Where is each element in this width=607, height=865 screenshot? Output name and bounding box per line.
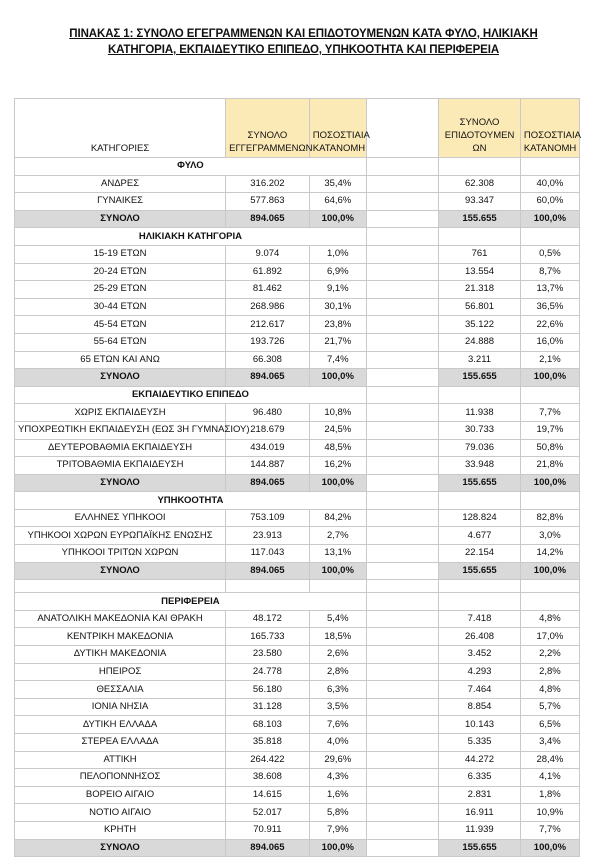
section-blank-cell [439,593,521,611]
cell-registered: 577.863 [226,193,310,211]
cell-subsidized-percent: 5,7% [520,698,579,716]
cell-registered-percent: 100,0% [309,474,366,492]
cell-subsidized-percent: 100,0% [520,210,579,228]
table-row [15,681,580,699]
cell-category: ΑΤΤΙΚΗ [15,751,226,769]
cell-subsidized: 2.831 [439,786,521,804]
table-row [15,439,580,457]
cell-category: ΥΠΗΚΟΟΙ ΤΡΙΤΩΝ ΧΩΡΩΝ [15,545,226,563]
cell-subsidized: 56.801 [439,298,521,316]
cell-subsidized: 21.318 [439,281,521,299]
cell-subsidized-percent: 3,0% [520,527,579,545]
cell-subsidized-percent: 22,6% [520,316,579,334]
header-row [15,99,580,158]
cell-subsidized: 35.122 [439,316,521,334]
cell-registered: 193.726 [226,333,310,351]
section-blank-cell [439,386,521,404]
spacer-row [15,580,580,593]
table-row [15,509,580,527]
table-row [15,333,580,351]
cell-blank-column [366,821,438,839]
table-row [15,545,580,563]
cell-category: 15-19 ΕΤΩΝ [15,245,226,263]
header-blank-column [366,99,438,158]
cell-registered: 52.017 [226,804,310,822]
cell-subsidized-percent: 13,7% [520,281,579,299]
cell-blank-column [366,646,438,664]
cell-registered: 264.422 [226,751,310,769]
cell-registered: 38.608 [226,769,310,787]
total-row [15,562,580,580]
cell-registered-percent: 100,0% [309,369,366,387]
table-row [15,421,580,439]
cell-subsidized: 7.464 [439,681,521,699]
cell-category: ΣΥΝΟΛΟ [15,369,226,387]
section-blank-cell [520,593,579,611]
cell-registered: 212.617 [226,316,310,334]
cell-blank-column [366,734,438,752]
header-registered: ΣΥΝΟΛΟ ΕΓΓΕΓΡΑΜΜΕΝΩΝ [226,99,310,158]
section-title: ΠΕΡΙΦΕΡΕΙΑ [15,593,367,611]
cell-subsidized: 155.655 [439,210,521,228]
cell-subsidized-percent: 60,0% [520,193,579,211]
cell-subsidized: 24.888 [439,333,521,351]
section-header-row [15,158,580,176]
cell-subsidized-percent: 4,8% [520,610,579,628]
cell-registered: 14.615 [226,786,310,804]
header-subsidized-percent: ΠΟΣΟΣΤΙΑΙΑ ΚΑΤΑΝΟΜΗ [520,99,579,158]
table-row [15,457,580,475]
table-row [15,804,580,822]
section-blank-cell [520,158,579,176]
spacer-cell [15,580,226,593]
cell-subsidized: 8.854 [439,698,521,716]
cell-registered: 81.462 [226,281,310,299]
cell-subsidized: 761 [439,245,521,263]
cell-registered-percent: 5,8% [309,804,366,822]
cell-category: 55-64 ΕΤΩΝ [15,333,226,351]
cell-registered: 48.172 [226,610,310,628]
cell-blank-column [366,786,438,804]
cell-blank-column [366,562,438,580]
cell-blank-column [366,663,438,681]
cell-subsidized: 62.308 [439,175,521,193]
cell-subsidized-percent: 14,2% [520,545,579,563]
cell-subsidized-percent: 4,1% [520,769,579,787]
cell-category: ΕΛΛΗΝΕΣ ΥΠΗΚΟΟΙ [15,509,226,527]
cell-registered-percent: 4,3% [309,769,366,787]
cell-registered-percent: 16,2% [309,457,366,475]
table-row [15,281,580,299]
cell-registered: 68.103 [226,716,310,734]
cell-subsidized-percent: 3,4% [520,734,579,752]
cell-registered-percent: 18,5% [309,628,366,646]
cell-category: ΚΕΝΤΡΙΚΗ ΜΑΚΕΔΟΝΙΑ [15,628,226,646]
cell-registered: 218.679 [226,421,310,439]
table-row [15,193,580,211]
spacer-cell [366,580,438,593]
section-header-row [15,228,580,246]
header-subsidized: ΣΥΝΟΛΟ ΕΠΙΔΟΤΟΥΜΕΝ ΩΝ [439,99,521,158]
cell-category: ΣΥΝΟΛΟ [15,210,226,228]
cell-subsidized-percent: 82,8% [520,509,579,527]
cell-blank-column [366,751,438,769]
cell-registered-percent: 2,6% [309,646,366,664]
cell-category: ΙΟΝΙΑ ΝΗΣΙΑ [15,698,226,716]
spacer-cell [439,580,521,593]
cell-blank-column [366,628,438,646]
cell-blank-column [366,404,438,422]
cell-registered-percent: 23,8% [309,316,366,334]
cell-subsidized-percent: 100,0% [520,562,579,580]
section-blank-cell [520,228,579,246]
cell-registered: 894.065 [226,474,310,492]
cell-registered-percent: 1,6% [309,786,366,804]
cell-category: 25-29 ΕΤΩΝ [15,281,226,299]
cell-registered: 144.887 [226,457,310,475]
cell-subsidized-percent: 2,2% [520,646,579,664]
section-blank-cell [439,492,521,510]
cell-registered-percent: 84,2% [309,509,366,527]
cell-registered: 117.043 [226,545,310,563]
cell-registered-percent: 5,4% [309,610,366,628]
cell-blank-column [366,175,438,193]
section-blank-cell [366,158,438,176]
cell-registered-percent: 7,9% [309,821,366,839]
cell-category: ΓΥΝΑΙΚΕΣ [15,193,226,211]
cell-blank-column [366,263,438,281]
cell-subsidized-percent: 1,8% [520,786,579,804]
cell-registered-percent: 48,5% [309,439,366,457]
spacer-cell [520,580,579,593]
cell-subsidized-percent: 50,8% [520,439,579,457]
table-row [15,628,580,646]
cell-subsidized-percent: 40,0% [520,175,579,193]
cell-registered-percent: 7,4% [309,351,366,369]
cell-subsidized-percent: 36,5% [520,298,579,316]
cell-registered: 316.202 [226,175,310,193]
section-title: ΕΚΠΑΙΔΕΥΤΙΚΟ ΕΠΙΠΕΔΟ [15,386,367,404]
section-blank-cell [439,158,521,176]
cell-subsidized-percent: 10,9% [520,804,579,822]
table-row [15,263,580,281]
cell-registered: 66.308 [226,351,310,369]
cell-registered-percent: 30,1% [309,298,366,316]
cell-subsidized-percent: 28,4% [520,751,579,769]
total-row [15,210,580,228]
statistics-table-body [15,99,580,857]
cell-subsidized: 79.036 [439,439,521,457]
table-title-line-2: ΚΑΤΗΓΟΡΙΑ, ΕΚΠΑΙΔΕΥΤΙΚΟ ΕΠΙΠΕΔΟ, ΥΠΗΚΟΟΤΗΤΑ ΚΑΙ ΠΕΡΙΦΕΡΕΙΑ [107,44,500,56]
header-category: ΚΑΤΗΓΟΡΙΕΣ [15,99,226,158]
cell-registered-percent: 35,4% [309,175,366,193]
section-header-row [15,492,580,510]
cell-subsidized-percent: 100,0% [520,474,579,492]
total-row [15,474,580,492]
cell-subsidized: 155.655 [439,839,521,857]
cell-subsidized: 30.733 [439,421,521,439]
cell-registered-percent: 6,3% [309,681,366,699]
cell-registered-percent: 21,7% [309,333,366,351]
cell-registered-percent: 64,6% [309,193,366,211]
cell-registered: 894.065 [226,562,310,580]
section-title: ΗΛΙΚΙΑΚΗ ΚΑΤΗΓΟΡΙΑ [15,228,367,246]
section-blank-cell [520,492,579,510]
table-row [15,527,580,545]
cell-registered-percent: 2,7% [309,527,366,545]
cell-category: 45-54 ΕΤΩΝ [15,316,226,334]
cell-category: ΣΥΝΟΛΟ [15,839,226,857]
cell-category: ΔΕΥΤΕΡΟΒΑΘΜΙΑ ΕΚΠΑΙΔΕΥΣΗ [15,439,226,457]
cell-subsidized: 33.948 [439,457,521,475]
cell-subsidized: 155.655 [439,562,521,580]
cell-registered: 31.128 [226,698,310,716]
cell-registered-percent: 10,8% [309,404,366,422]
cell-category: ΧΩΡΙΣ ΕΚΠΑΙΔΕΥΣΗ [15,404,226,422]
cell-subsidized-percent: 7,7% [520,404,579,422]
cell-registered: 61.892 [226,263,310,281]
cell-registered: 9.074 [226,245,310,263]
header-registered-percent: ΠΟΣΟΣΤΙΑΙΑ ΚΑΤΑΝΟΜΗ [309,99,366,158]
cell-subsidized-percent: 19,7% [520,421,579,439]
cell-subsidized: 10.143 [439,716,521,734]
cell-category: 30-44 ΕΤΩΝ [15,298,226,316]
cell-blank-column [366,545,438,563]
cell-category: ΑΝΑΤΟΛΙΚΗ ΜΑΚΕΔΟΝΙΑ ΚΑΙ ΘΡΑΚΗ [15,610,226,628]
statistics-table [14,98,580,857]
total-row [15,839,580,857]
cell-subsidized: 5.335 [439,734,521,752]
cell-category: ΑΝΔΡΕΣ [15,175,226,193]
cell-category: ΥΠΗΚΟΟΙ ΧΩΡΩΝ ΕΥΡΩΠΑΪΚΗΣ ΕΝΩΣΗΣ [15,527,226,545]
cell-subsidized-percent: 100,0% [520,369,579,387]
cell-subsidized: 13.554 [439,263,521,281]
section-blank-cell [366,386,438,404]
cell-category: ΝΟΤΙΟ ΑΙΓΑΙΟ [15,804,226,822]
cell-registered: 23.913 [226,527,310,545]
cell-category: ΥΠΟΧΡΕΩΤΙΚΗ ΕΚΠΑΙΔΕΥΣΗ (ΕΩΣ 3Η ΓΥΜΝΑΣΙΟΥ) [15,421,226,439]
cell-registered-percent: 100,0% [309,839,366,857]
cell-blank-column [366,210,438,228]
cell-category: ΣΤΕΡΕΑ ΕΛΛΑΔΑ [15,734,226,752]
section-blank-cell [366,492,438,510]
cell-registered-percent: 6,9% [309,263,366,281]
table-row [15,298,580,316]
table-title [0,26,607,58]
cell-blank-column [366,769,438,787]
cell-subsidized: 6.335 [439,769,521,787]
cell-subsidized-percent: 6,5% [520,716,579,734]
table-row [15,821,580,839]
cell-blank-column [366,333,438,351]
cell-registered: 35.818 [226,734,310,752]
section-header-row [15,386,580,404]
cell-blank-column [366,804,438,822]
table-row [15,646,580,664]
cell-registered-percent: 9,1% [309,281,366,299]
table-row [15,751,580,769]
cell-registered: 894.065 [226,210,310,228]
cell-registered: 23.580 [226,646,310,664]
cell-category: ΣΥΝΟΛΟ [15,474,226,492]
cell-blank-column [366,351,438,369]
cell-category: ΘΕΣΣΑΛΙΑ [15,681,226,699]
section-title: ΥΠΗΚΟΟΤΗΤΑ [15,492,367,510]
cell-category: 65 ΕΤΩΝ ΚΑΙ ΑΝΩ [15,351,226,369]
cell-subsidized: 22.154 [439,545,521,563]
table-row [15,316,580,334]
cell-registered: 894.065 [226,839,310,857]
spacer-cell [309,580,366,593]
cell-category: 20-24 ΕΤΩΝ [15,263,226,281]
cell-blank-column [366,457,438,475]
cell-registered-percent: 1,0% [309,245,366,263]
cell-registered: 753.109 [226,509,310,527]
table-row [15,610,580,628]
cell-registered: 434.019 [226,439,310,457]
spacer-cell [226,580,310,593]
cell-blank-column [366,369,438,387]
cell-subsidized-percent: 4,8% [520,681,579,699]
cell-category: ΔΥΤΙΚΗ ΜΑΚΕΔΟΝΙΑ [15,646,226,664]
cell-subsidized: 11.939 [439,821,521,839]
cell-subsidized-percent: 8,7% [520,263,579,281]
cell-subsidized: 11.938 [439,404,521,422]
cell-subsidized-percent: 100,0% [520,839,579,857]
cell-subsidized: 3.452 [439,646,521,664]
cell-blank-column [366,193,438,211]
cell-category: ΒΟΡΕΙΟ ΑΙΓΑΙΟ [15,786,226,804]
table-row [15,716,580,734]
section-blank-cell [439,228,521,246]
cell-registered: 268.986 [226,298,310,316]
cell-blank-column [366,245,438,263]
cell-registered-percent: 3,5% [309,698,366,716]
table-row [15,175,580,193]
cell-category: ΤΡΙΤΟΒΑΘΜΙΑ ΕΚΠΑΙΔΕΥΣΗ [15,457,226,475]
section-title: ΦΥΛΟ [15,158,367,176]
cell-subsidized: 44.272 [439,751,521,769]
cell-registered: 70.911 [226,821,310,839]
cell-blank-column [366,421,438,439]
cell-subsidized: 16.911 [439,804,521,822]
cell-registered: 56.180 [226,681,310,699]
total-row [15,369,580,387]
cell-category: ΣΥΝΟΛΟ [15,562,226,580]
cell-category: ΔΥΤΙΚΗ ΕΛΛΑΔΑ [15,716,226,734]
section-blank-cell [366,593,438,611]
cell-blank-column [366,839,438,857]
cell-category: ΠΕΛΟΠΟΝΝΗΣΟΣ [15,769,226,787]
cell-blank-column [366,474,438,492]
cell-registered-percent: 100,0% [309,562,366,580]
cell-subsidized: 93.347 [439,193,521,211]
cell-registered-percent: 24,5% [309,421,366,439]
cell-subsidized: 155.655 [439,369,521,387]
section-blank-cell [366,228,438,246]
cell-blank-column [366,716,438,734]
table-row [15,698,580,716]
cell-registered: 24.778 [226,663,310,681]
table-title-line-1: ΠΙΝΑΚΑΣ 1: ΣΥΝΟΛΟ ΕΓΕΓΡΑΜΜΕΝΩΝ ΚΑΙ ΕΠΙΔΟΤΟΥΜΕΝΩΝ ΚΑΤΑ ΦΥΛΟ, ΗΛΙΚΙΑΚΗ [69,28,538,40]
cell-registered-percent: 13,1% [309,545,366,563]
cell-subsidized: 26.408 [439,628,521,646]
cell-subsidized: 155.655 [439,474,521,492]
table-row [15,245,580,263]
table-row [15,786,580,804]
table-row [15,351,580,369]
cell-registered-percent: 7,6% [309,716,366,734]
cell-subsidized: 3.211 [439,351,521,369]
cell-subsidized: 4.677 [439,527,521,545]
cell-registered-percent: 100,0% [309,210,366,228]
cell-subsidized-percent: 21,8% [520,457,579,475]
table-row [15,404,580,422]
cell-subsidized: 4.293 [439,663,521,681]
cell-subsidized-percent: 0,5% [520,245,579,263]
cell-blank-column [366,281,438,299]
cell-blank-column [366,681,438,699]
cell-registered-percent: 4,0% [309,734,366,752]
table-row [15,769,580,787]
cell-registered: 165.733 [226,628,310,646]
table-row [15,734,580,752]
cell-subsidized-percent: 17,0% [520,628,579,646]
cell-category: ΗΠΕΙΡΟΣ [15,663,226,681]
section-blank-cell [520,386,579,404]
cell-category: ΚΡΗΤΗ [15,821,226,839]
cell-blank-column [366,439,438,457]
table-row [15,663,580,681]
cell-subsidized: 128.824 [439,509,521,527]
cell-subsidized-percent: 16,0% [520,333,579,351]
cell-subsidized-percent: 2,1% [520,351,579,369]
section-header-row [15,593,580,611]
cell-subsidized-percent: 7,7% [520,821,579,839]
cell-blank-column [366,509,438,527]
cell-blank-column [366,698,438,716]
cell-registered: 894.065 [226,369,310,387]
cell-registered: 96.480 [226,404,310,422]
cell-subsidized-percent: 2,8% [520,663,579,681]
cell-blank-column [366,298,438,316]
cell-blank-column [366,610,438,628]
cell-registered-percent: 29,6% [309,751,366,769]
cell-subsidized: 7.418 [439,610,521,628]
cell-blank-column [366,316,438,334]
cell-registered-percent: 2,8% [309,663,366,681]
cell-blank-column [366,527,438,545]
